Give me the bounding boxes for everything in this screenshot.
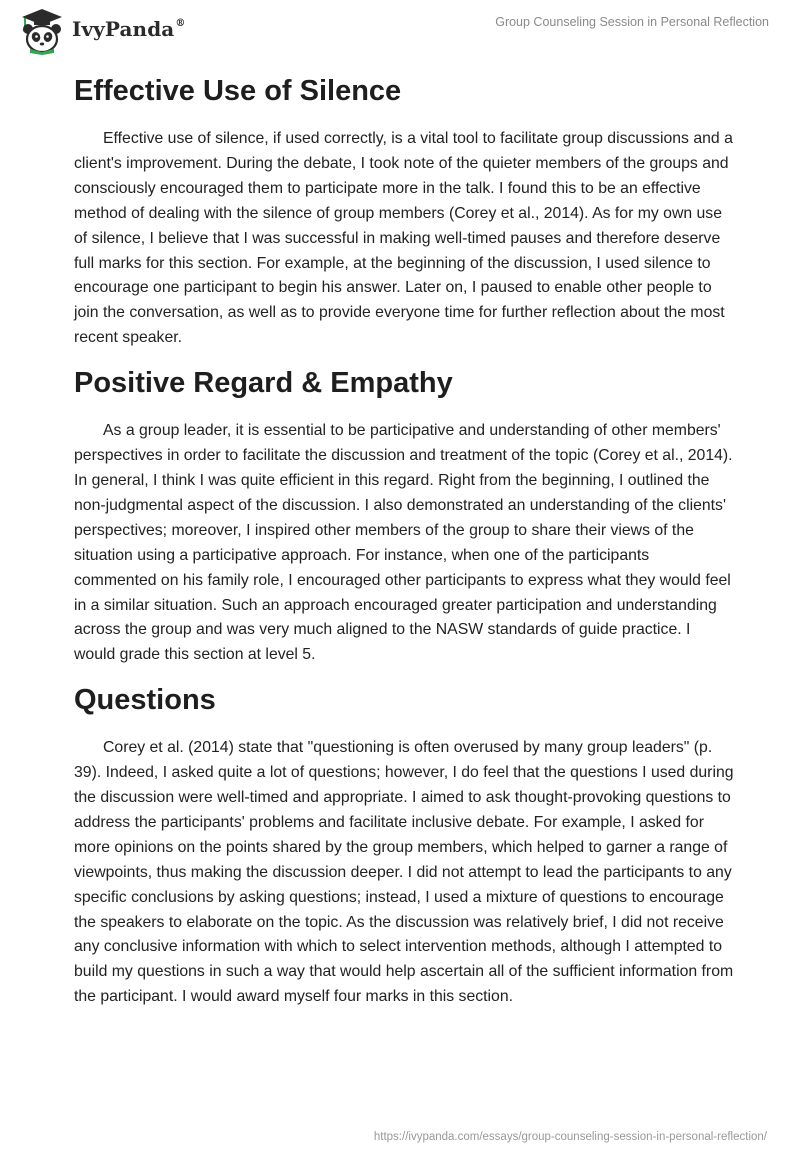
section-positive-regard — [74, 363, 734, 668]
section-heading: Positive Regard & Empathy — [74, 367, 453, 400]
section-paragraph: Corey et al. (2014) state that "questioning is often overused by many group leaders" (p. 39). Indeed, I asked quite a lot of questions; however, I do feel that the questions I used during the discussion were well-timed and appropriate. I aimed to ask thought-provoking questions to address the participants' problems and facilitate inclusive debate. For example, I asked for more opinions on the points shared by the group members, which helped to garner a range of viewpoints, thus making the discussion deeper. I did not attempt to lead the participants to any specific conclusions by asking questions; instead, I used a mixture of questions to encourage the speakers to elaborate on the topic. As the discussion was relatively brief, I did not receive any conclusive information with which to select intervention methods, although I attempted to build my questions in such a way that would help ascertain all of the sufficient information from the participant. I would award myself four marks in this section. — [74, 739, 734, 1006]
page-header — [0, 0, 800, 60]
brand-registered-mark: ® — [175, 18, 186, 30]
brand-name-text: IvyPanda — [72, 17, 175, 41]
section-silence — [74, 71, 734, 351]
brand-name[interactable] — [72, 17, 185, 41]
section-paragraph: As a group leader, it is essential to be participative and understanding of other members' perspectives in order to facilitate the discussion and treatment of the topic (Corey et al., 2014). In general, I think I was quite efficient in this regard. Right from the beginning, I outlined the non-judgmental aspect of the discussion. I also demonstrated an understanding of the clients' perspectives; moreover, I inspired other members of the group to share their views of the situation using a participative approach. For instance, when one of the participants commented on his family role, I encouraged other participants to express what they would feel in a similar situation. Such an approach encouraged greater participation and understanding across the group and was very much aligned to the NASW standards of guide practice. I would grade this section at level 5. — [74, 422, 733, 664]
section-heading: Questions — [74, 684, 216, 717]
section-heading: Effective Use of Silence — [74, 75, 402, 107]
section-paragraph: Effective use of silence, if used correctly, is a vital tool to facilitate group discussions and a client's improvement. During the debate, I took note of the quieter members of the groups and consciously encouraged them to participate more in the talk. I found this to be an effective method of dealing with the silence of group members (Corey et al., 2014). As for my own use of silence, I believe that I was successful in making well-timed pauses and therefore deserve full marks for this section. For example, at the beginning of the discussion, I used silence to encourage one participant to begin his answer. Later on, I paused to enable other people to join the conversation, as well as to provide everyone time for further reflection about the most recent speaker. — [74, 130, 733, 347]
source-url[interactable]: https://ivypanda.com/essays/group-counseling-session-in-personal-reflection/ — [373, 1131, 767, 1143]
panda-graduate-logo-icon[interactable] — [16, 7, 68, 55]
section-questions — [74, 680, 734, 1010]
essay-body — [74, 71, 734, 1022]
document-title: Group Counseling Session in Personal Reflection — [495, 15, 769, 29]
